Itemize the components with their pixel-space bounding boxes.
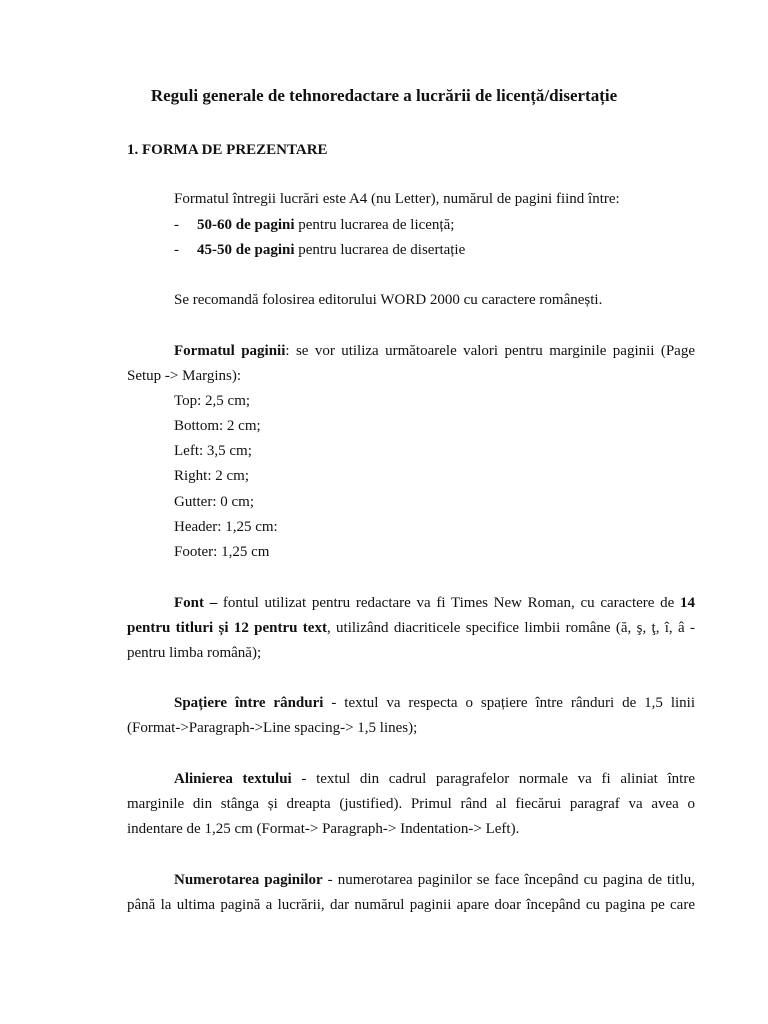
font-paragraph-line [174, 594, 695, 612]
margin-value: Gutter: 0 cm; [174, 494, 254, 510]
margin-value: Footer: 1,25 cm [174, 544, 270, 560]
numbering-label: Numerotarea paginilor [174, 872, 323, 888]
numbering-paragraph-line [174, 871, 695, 889]
bullet-item [197, 216, 454, 234]
margin-value: Header: 1,25 cm: [174, 519, 278, 535]
font-bold-text: pentru titluri și 12 pentru text [127, 620, 327, 636]
document-title: Reguli generale de tehnoredactare a lucrării de licență/disertație [150, 86, 618, 105]
bullet-bold-text: 50-60 de pagini [197, 217, 295, 233]
page-format-text: Setup -> Margins): [127, 368, 242, 384]
bullet-dash: - [174, 217, 179, 233]
page-format-paragraph-line [174, 342, 695, 360]
editor-recommendation: Se recomandă folosirea editorului WORD 2000 cu caractere românești. [174, 292, 603, 308]
bullet-bold-text: 45-50 de pagini [197, 242, 295, 258]
font-text: , utilizând diacriticele specifice limbii române (ă, ş, ţ, î, â - [326, 620, 695, 636]
font-bold-text: 14 [680, 595, 696, 611]
bullet-text: pentru lucrarea de disertație [294, 242, 466, 258]
spacing-text: (Format->Paragraph->Line spacing-> 1,5 lines); [127, 720, 418, 736]
margin-value: Left: 3,5 cm; [174, 443, 252, 459]
alignment-text: - textul din cadrul paragrafelor normale va fi aliniat între [291, 771, 696, 787]
spacing-label: Spațiere între rânduri [174, 695, 324, 711]
bullet-dash: - [174, 242, 179, 258]
page-format-text: : se vor utiliza următoarele valori pentru marginile paginii (Page [285, 343, 695, 359]
bullet-text: pentru lucrarea de licență; [294, 217, 455, 233]
format-intro-text: Formatul întregii lucrări este A4 (nu Letter), numărul de pagini fiind între: [174, 191, 620, 207]
font-paragraph-line [127, 619, 695, 637]
font-text: pentru limba română); [127, 645, 262, 661]
alignment-text: indentare de 1,25 cm (Format-> Paragraph-> Indentation-> Left). [127, 821, 520, 837]
font-label: Font – [174, 595, 218, 611]
section-heading: 1. FORMA DE PREZENTARE [127, 142, 328, 158]
margin-value: Bottom: 2 cm; [174, 418, 261, 434]
margin-value: Right: 2 cm; [174, 468, 249, 484]
spacing-paragraph-line [174, 694, 695, 712]
bullet-item [197, 241, 465, 259]
margin-value: Top: 2,5 cm; [174, 393, 251, 409]
font-text: fontul utilizat pentru redactare va fi Times New Roman, cu caractere de [217, 595, 681, 611]
alignment-label: Alinierea textului [174, 771, 292, 787]
numbering-text: - numerotarea paginilor se face începând cu pagina de titlu, [322, 872, 695, 888]
numbering-text: până la ultima pagină a lucrării, dar numărul paginii apare doar începând cu pagina pe care [127, 897, 695, 913]
spacing-text: - textul va respecta o spațiere între rânduri de 1,5 linii [323, 695, 696, 711]
alignment-paragraph-line [174, 770, 695, 788]
alignment-text: marginile din stânga și dreapta (justified). Primul rând al fiecărui paragraf va avea o [127, 796, 695, 812]
page-format-label: Formatul paginii [174, 343, 286, 359]
